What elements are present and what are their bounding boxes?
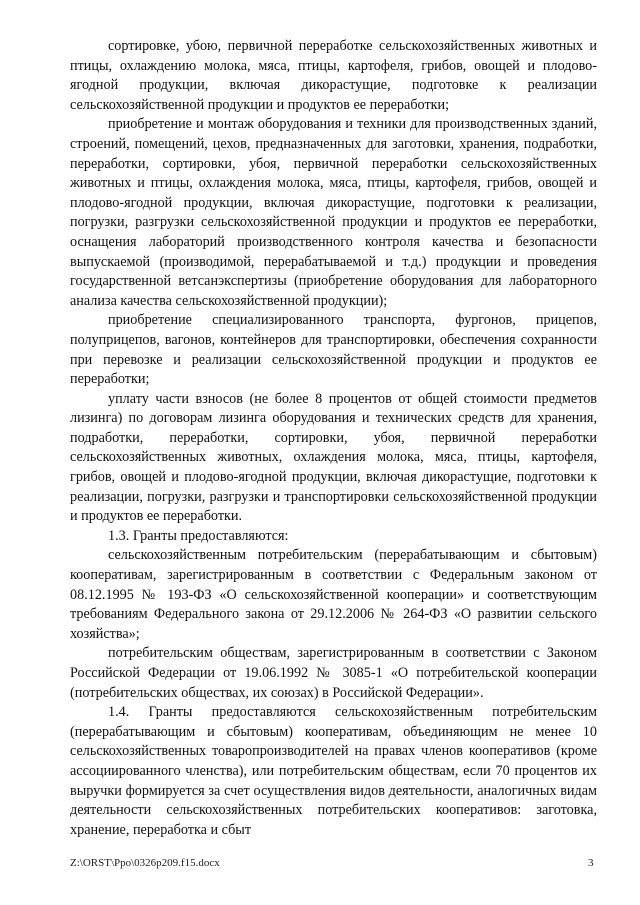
footer-page-number: 3: [588, 857, 594, 869]
paragraph-section-1-4: 1.4. Гранты предоставляются сельскохозяйственным потребительским (перерабатывающим и сбытовым) кооперативам, объединяющим не менее 10 сельскохозяйственных товаропроизводителей на правах членов кооперативов (кроме ассоциированного членства), или потребительским обществам, если 70 процентов их выручки формируется за счет осуществления видов деятельности, аналогичных видам деятельности сельскохозяйственных потребительских кооперативов: заготовка, хранение, переработка и сбыт: [70, 704, 597, 838]
paragraph-processing-continuation: сортировке, убою, первичной переработке сельскохозяйственных животных и птицы, охлаждению молока, мяса, птицы, картофеля, грибов, овощей и плодово-ягодной продукции, включая дикорастущие, подготовке к реализации сельскохозяйственной продукции и продуктов ее переработки;: [70, 38, 597, 113]
footer-file-path: Z:\ORST\Ppo\0326p209.f15.docx: [70, 857, 220, 869]
paragraph-section-1-3: 1.3. Гранты предоставляются:: [108, 527, 289, 544]
document-body: [70, 37, 597, 840]
paragraph-cooperatives: сельскохозяйственным потребительским (перерабатывающим и сбытовым) кооперативам, зарегистрированным в соответствии с Федеральным законом от 08.12.1995 № 193-ФЗ «О сельскохозяйственной кооперации» и соответствующим требованиям Федерального закона от 29.12.2006 № 264-ФЗ «О развитии сельского хозяйства»;: [70, 547, 597, 642]
paragraph-consumer-societies: потребительским обществам, зарегистрированным в соответствии с Законом Российской Федерации от 19.06.1992 № 3085-1 «О потребительской кооперации (потребительских обществах, их союзах) в Российской Федерации».: [70, 645, 597, 701]
paragraph-transport-purchase: приобретение специализированного транспорта, фургонов, прицепов, полуприцепов, вагонов, контейнеров для транспортировки, обеспечения сохранности при перевозке и реализации сельскохозяйственной продукции и продуктов ее переработки;: [70, 312, 597, 388]
paragraph-leasing-payments: уплату части взносов (не более 8 процентов от общей стоимости предметов лизинга) по договорам лизинга оборудования и технических средств для хранения, подработки, переработки, сортировки, убоя, первичной переработки сельскохозяйственных животных, охлаждения молока, мяса, птицы, картофеля, грибов, овощей и плодово-ягодной продукции, включая дикорастущие, подготовки к реализации, погрузки, разгрузки и транспортировки сельскохозяйственной продукции и продуктов ее переработки.: [70, 390, 597, 525]
paragraph-equipment-purchase: приобретение и монтаж оборудования и техники для производственных зданий, строений, помещений, цехов, предназначенных для заготовки, хранения, подработки, переработки, сортировки, убоя, первичной переработки сельскохозяйственных животных и птицы, охлаждения молока, мяса, птицы, картофеля, грибов, овощей и плодово-ягодной продукции, включая дикорастущие, подготовки к реализации, погрузки, разгрузки сельскохозяйственной продукции и продуктов ее переработки, оснащения лабораторий производственного контроля качества и безопасности выпускаемой (производимой, перерабатываемой и т.д.) продукции и проведения государственной ветсанэкспертизы (приобретение оборудования для лабораторного анализа качества сельскохозяйственной продукции);: [70, 116, 597, 309]
